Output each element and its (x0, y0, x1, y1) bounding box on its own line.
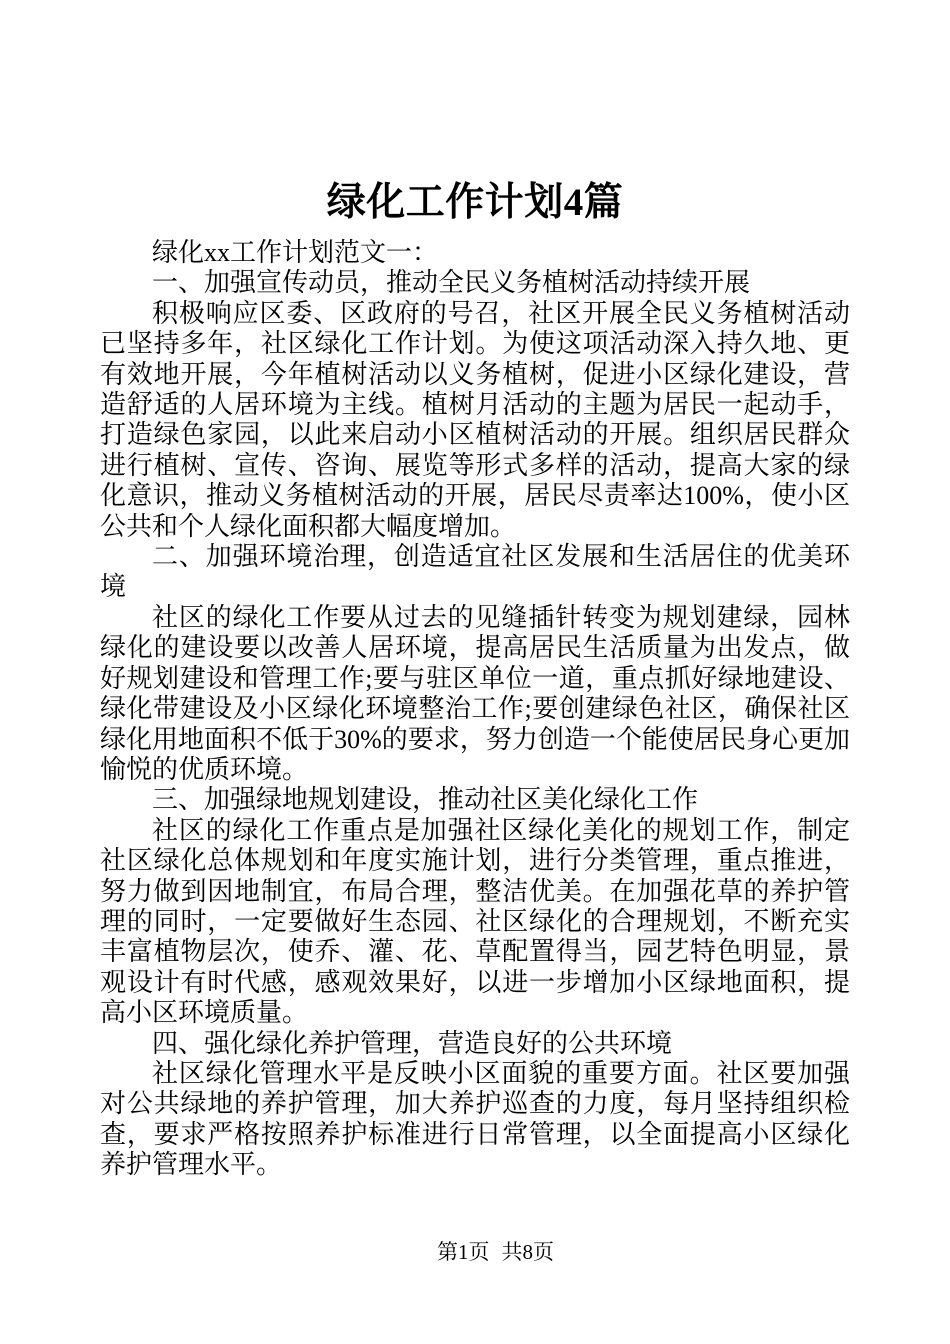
section-4-heading: 四、强化绿化养护管理，营造良好的公共环境 (152, 1028, 673, 1058)
current-page-label: 第1页 (437, 1240, 490, 1264)
section-3-text: 社区的绿化工作重点是加强社区绿化美化的规划工作，制定社区绿化总体规划和年度实施计划，进行分类管理，重点推进，努力做到因地制宜，布局合理，整洁优美。在加强花草的养护管理的同时，一定要做好生态园、社区绿化的合理规划，不断充实丰富植物层次，使乔、灌、花、草配置得当，园艺特色明显，景观设计有时代感，感观效果好，以进一步增加小区绿地面积，提高小区环境质量。 (100, 815, 850, 1028)
total-pages-label: 共8页 (501, 1240, 554, 1264)
page-footer (437, 1239, 554, 1265)
document-title: 绿化工作计划4篇 (326, 181, 624, 224)
section-2-text: 社区的绿化工作要从过去的见缝插针转变为规划建绿，园林绿化的建设要以改善人居环境，提高居民生活质量为出发点，做好规划建设和管理工作;要与驻区单位一道，重点抓好绿地建设、绿化带建设及小区绿化环境整治工作;要创建绿色社区，确保社区绿化用地面积不低于30%的要求，努力创造一个能使居民身心更加愉悦的优质环境。 (100, 602, 850, 784)
section-1-text: 积极响应区委、区政府的号召，社区开展全民义务植树活动已坚持多年，社区绿化工作计划。为使这项活动深入持久地、更有效地开展，今年植树活动以义务植树，促进小区绿化建设，营造舒适的人居环境为主线。植树月活动的主题为居民一起动手，打造绿色家园，以此来启动小区植树活动的开展。组织居民群众进行植树、宣传、咨询、展览等形式多样的活动，提高大家的绿化意识，推动义务植树活动的开展，居民尽责率达100%，使小区公共和个人绿化面积都大幅度增加。 (100, 298, 850, 541)
section-2-heading: 二、加强环境治理，创造适宜社区发展和生活居住的优美环境 (100, 542, 850, 602)
section-1-heading: 一、加强宣传动员，推动全民义务植树活动持续开展 (152, 268, 751, 298)
intro-line: 绿化xx工作计划范文一： (152, 238, 439, 267)
document-body (100, 238, 850, 1181)
section-3-heading: 三、加强绿地规划建设，推动社区美化绿化工作 (152, 785, 699, 815)
section-4-text: 社区绿化管理水平是反映小区面貌的重要方面。社区要加强对公共绿地的养护管理，加大养护巡查的力度，每月坚持组织检查，要求严格按照养护标准进行日常管理，以全面提高小区绿化养护管理水平。 (100, 1058, 850, 1180)
